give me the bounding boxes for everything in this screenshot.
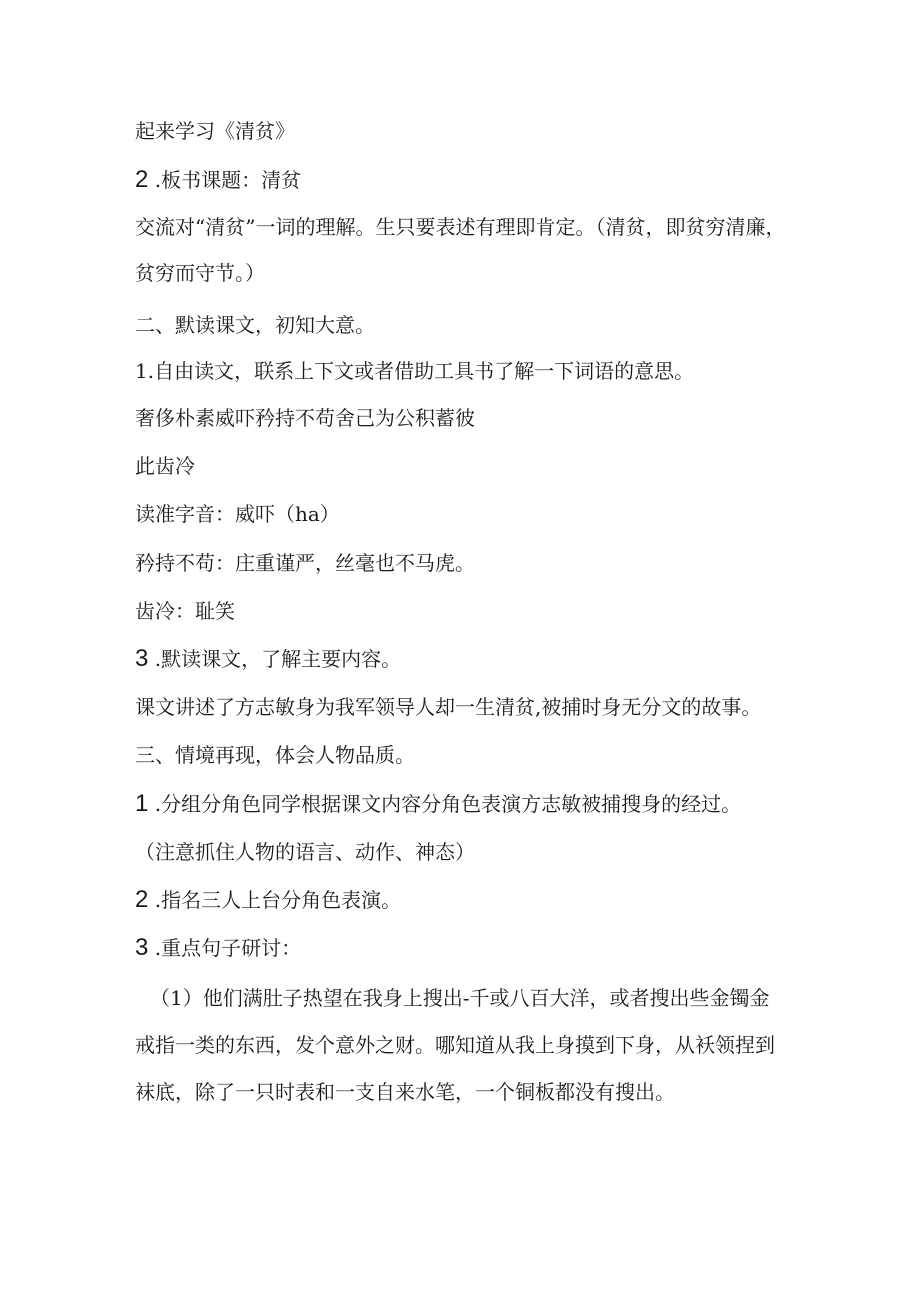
section-heading: 三、情境再现，体会人物品质。: [135, 743, 415, 767]
quote-line: 戒指一类的东西，发个意外之财。哪知道从我上身摸到下身，从袄领捏到: [135, 1033, 775, 1057]
text-line: 1.自由读文，联系上下文或者借助工具书了解一下词语的意思。: [135, 359, 695, 383]
section-heading: 二、默读课文，初知大意。: [135, 313, 375, 337]
text-line: 课文讲述了方志敏身为我军领导人却一生清贫,被捕时身无分文的故事。: [135, 695, 762, 719]
item-number: 2: [135, 886, 149, 913]
numbered-line: 3 .重点句子研讨：: [135, 934, 302, 961]
item-number: 1: [135, 790, 149, 817]
quote-line: 袜底，除了一只时表和一支自来水笔，一个铜板都没有搜出。: [135, 1080, 675, 1104]
vocabulary-line: 奢侈朴素威吓矜持不苟舍己为公积蓄彼: [135, 406, 475, 430]
item-number: 2: [135, 166, 149, 193]
text-line: 起来学习《清贫》: [135, 119, 295, 143]
text-line: 读准字音：威吓（ha）: [135, 502, 340, 526]
numbered-line: 1 .分组分角色同学根据课文内容分角色表演方志敏被捕搜身的经过。: [135, 790, 742, 817]
text-line: 齿冷：耻笑: [135, 599, 235, 623]
text-line: 矜持不苟：庄重谨严，丝毫也不马虎。: [135, 551, 475, 575]
numbered-line: 2 .板书课题：清贫: [135, 166, 302, 193]
text-line: 贫穷而守节。）: [135, 261, 265, 285]
numbered-line: 2 .指名三人上台分角色表演。: [135, 886, 402, 913]
quote-line: （1）他们满肚子热望在我身上搜出-千或八百大洋，或者搜出些金镯金: [150, 986, 770, 1010]
vocabulary-line: 此齿冷: [135, 454, 195, 478]
item-number: 3: [135, 645, 149, 672]
numbered-line: 3 .默读课文，了解主要内容。: [135, 645, 402, 672]
item-number: 3: [135, 934, 149, 961]
text-line: 交流对“清贫”一词的理解。生只要表述有理即肯定。（清贫，即贫穷清廉，: [135, 215, 786, 239]
text-line: （注意抓住人物的语言、动作、神态）: [135, 840, 475, 864]
